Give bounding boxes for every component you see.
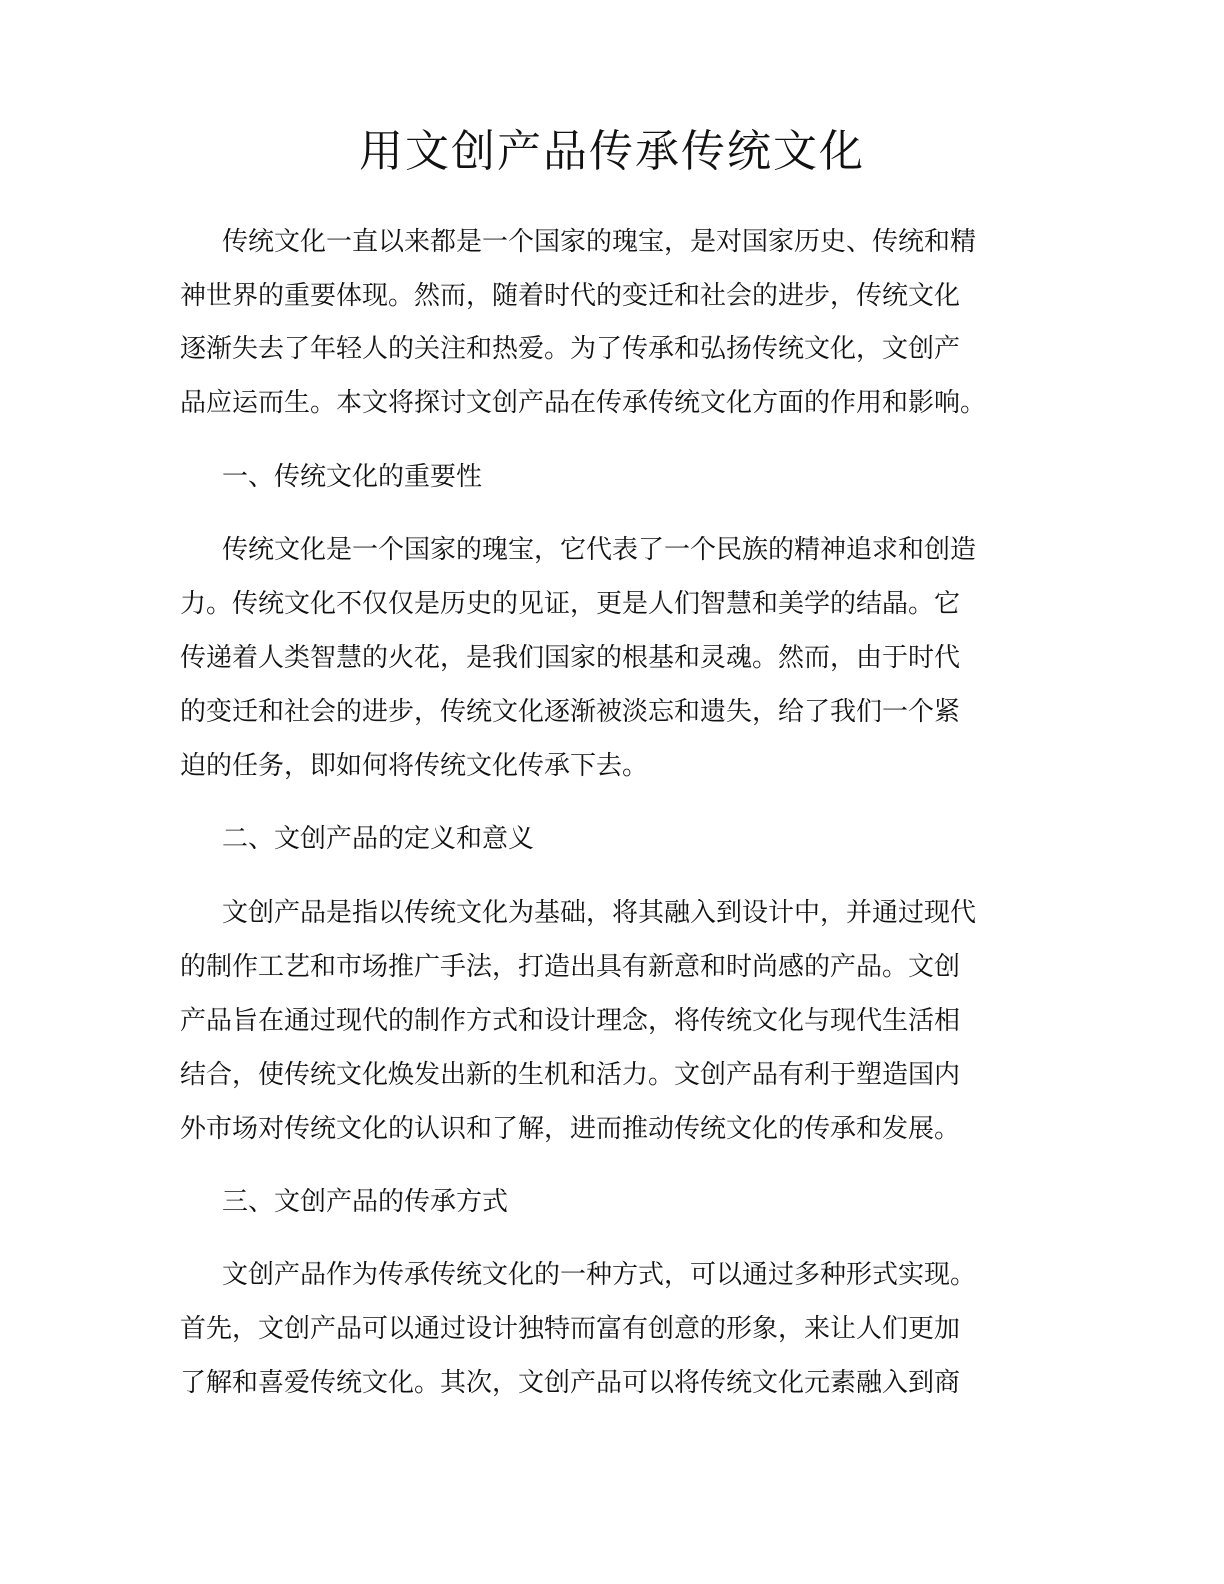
- section-heading-2: 二、文创产品的定义和意义: [222, 824, 535, 854]
- section-heading-1: 一、传统文化的重要性: [222, 462, 483, 492]
- paragraph-3-line-1: 文创产品是指以传统文化为基础，将其融入到设计中，并通过现代: [222, 898, 977, 928]
- paragraph-3-line-4: 结合，使传统文化焕发出新的生机和活力。文创产品有利于塑造国内: [180, 1060, 961, 1090]
- paragraph-4-line-1: 文创产品作为传承传统文化的一种方式，可以通过多种形式实现。: [222, 1260, 977, 1290]
- paragraph-1-line-2: 神世界的重要体现。然而，随着时代的变迁和社会的进步，传统文化: [180, 281, 961, 311]
- paragraph-3-line-2: 的制作工艺和市场推广手法，打造出具有新意和时尚感的产品。文创: [180, 952, 961, 982]
- paragraph-2-line-1: 传统文化是一个国家的瑰宝，它代表了一个民族的精神追求和创造: [222, 535, 977, 565]
- document-title: 用文创产品传承传统文化: [359, 126, 865, 177]
- paragraph-1-line-4: 品应运而生。本文将探讨文创产品在传承传统文化方面的作用和影响。: [180, 388, 987, 418]
- paragraph-1-line-3: 逐渐失去了年轻人的关注和热爱。为了传承和弘扬传统文化，文创产: [180, 334, 961, 364]
- section-heading-3: 三、文创产品的传承方式: [222, 1187, 509, 1217]
- paragraph-4-line-3: 了解和喜爱传统文化。其次，文创产品可以将传统文化元素融入到商: [180, 1368, 961, 1398]
- paragraph-2-line-4: 的变迁和社会的进步，传统文化逐渐被淡忘和遗失，给了我们一个紧: [180, 697, 961, 727]
- paragraph-3-line-3: 产品旨在通过现代的制作方式和设计理念，将传统文化与现代生活相: [180, 1006, 961, 1036]
- paragraph-3-line-5: 外市场对传统文化的认识和了解，进而推动传统文化的传承和发展。: [180, 1114, 961, 1144]
- paragraph-2-line-5: 迫的任务，即如何将传统文化传承下去。: [180, 751, 649, 781]
- paragraph-2-line-2: 力。传统文化不仅仅是历史的见证，更是人们智慧和美学的结晶。它: [180, 589, 961, 619]
- paragraph-2-line-3: 传递着人类智慧的火花，是我们国家的根基和灵魂。然而，由于时代: [180, 643, 961, 673]
- paragraph-4-line-2: 首先，文创产品可以通过设计独特而富有创意的形象，来让人们更加: [180, 1314, 961, 1344]
- paragraph-1-line-1: 传统文化一直以来都是一个国家的瑰宝，是对国家历史、传统和精: [222, 227, 977, 257]
